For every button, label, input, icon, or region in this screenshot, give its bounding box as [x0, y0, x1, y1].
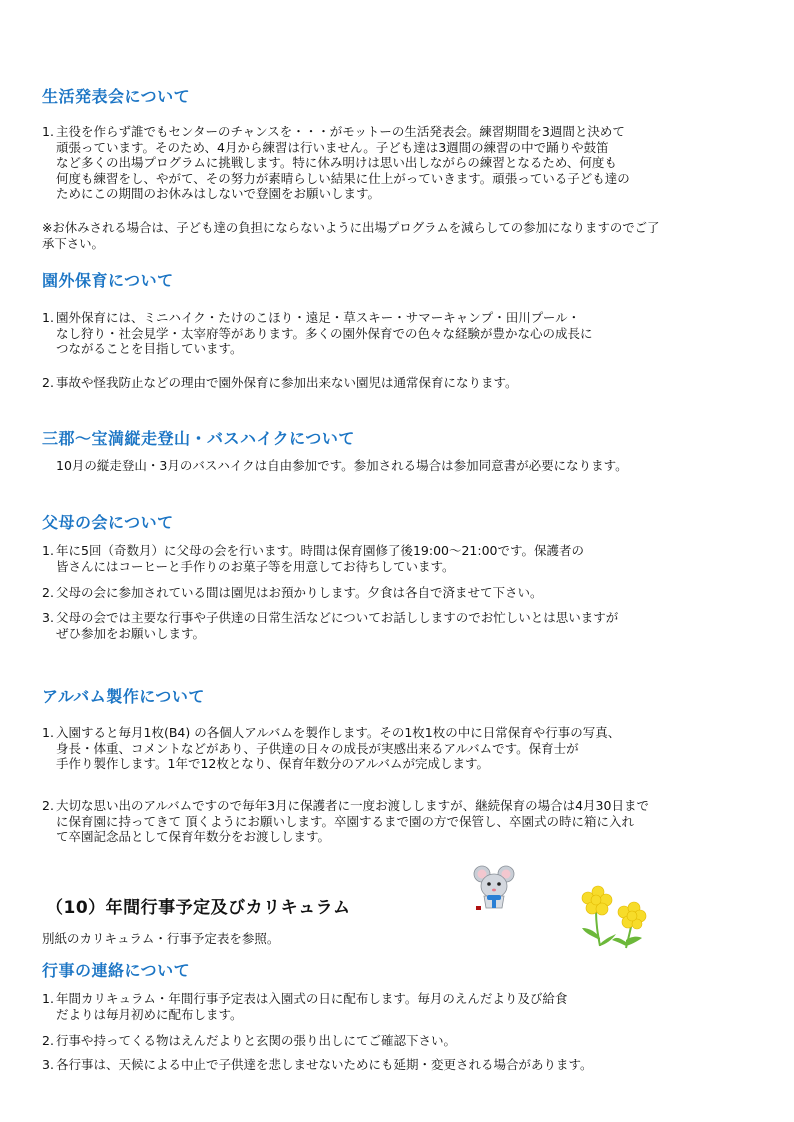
- item-number: 2.: [42, 375, 54, 390]
- album-item-1: [42, 725, 620, 772]
- item-number: 1.: [42, 991, 54, 1006]
- item-line: て卒園記念品として保育年数分をお渡しします。: [56, 829, 331, 844]
- item-line: 事故や怪我防止などの理由で園外保育に参加出来ない園児は通常保育になります。: [56, 375, 518, 390]
- item-line: 入園すると毎月1枚(B4) の各個人アルバムを製作します。その1枚1枚の中に日常保育や行事の写真、: [56, 725, 621, 740]
- renraku-item-2: [42, 1033, 456, 1049]
- nenkan-text: 別紙のカリキュラム・行事予定表を参照。: [42, 931, 280, 946]
- flower-icon: [576, 880, 656, 952]
- note-line: ※お休みされる場合は、子ども達の負担にならないように出場プログラムを減らしての参加になりますのでご了: [42, 220, 660, 235]
- album-item-2: [42, 798, 649, 845]
- item-line: 手作り製作します。1年で12枚となり、保育年数分のアルバムが完成します。: [56, 756, 489, 771]
- heading-tozan: 三郡～宝満縦走登山・バスハイクについて: [42, 429, 355, 448]
- renraku-item-1: [42, 991, 567, 1022]
- note-line: 承下さい。: [42, 235, 104, 251]
- item-line: 身長・体重、コメントなどがあり、子供達の日々の成長が実感出来るアルバムです。保育士が: [56, 740, 579, 756]
- item-line: つながることを目指しています。: [56, 341, 243, 356]
- item-line: 園外保育には、ミニハイク・たけのこほり・遠足・草スキー・サマーキャンプ・田川プール・: [56, 310, 581, 325]
- item-line: 行事や持ってくる物はえんだよりと玄関の張り出しにてご確認下さい。: [56, 1033, 457, 1048]
- item-line: なし狩り・社会見学・太宰府等があります。多くの園外保育での色々な経験が豊かな心の成長に: [56, 325, 593, 341]
- item-line: 父母の会に参加されている間は園児はお預かりします。夕食は各自で済ませて下さい。: [56, 585, 543, 600]
- item-number: 3.: [42, 610, 54, 625]
- heading-nenkan: （10）年間行事予定及びカリキュラム: [46, 898, 351, 918]
- item-line: 何度も練習をし、やがて、その努力が素晴らしい結果に仕上がっていきます。頑張っている子ども達の: [56, 170, 630, 186]
- item-line: 頑張っています。そのため、4月から練習は行いません。子ども達は3週間の練習の中で踊りや鼓笛: [56, 139, 609, 155]
- item-number: 1.: [42, 124, 54, 139]
- seikatsu-item-1: [42, 124, 630, 202]
- item-line: ためにこの期間のお休みはしないで登園をお願いします。: [56, 186, 381, 201]
- fubo-item-1: [42, 543, 584, 574]
- item-number: 3.: [42, 1057, 54, 1072]
- item-number: 1.: [42, 543, 54, 558]
- item-line: 各行事は、天候による中止で子供達を悲しませないためにも延期・変更される場合があります。: [56, 1057, 593, 1072]
- item-line: ぜひ参加をお願いします。: [56, 625, 206, 641]
- item-number: 2.: [42, 798, 54, 813]
- item-line: 年に5回（奇数月）に父母の会を行います。時間は保育園修了後19:00～21:00です。保護者の: [56, 543, 585, 558]
- tozan-text: 10月の縦走登山・3月のバスハイクは自由参加です。参加される場合は参加同意書が必要になります。: [56, 458, 628, 473]
- renraku-item-3: [42, 1057, 593, 1073]
- item-line: に保育園に持ってきて 頂くようにお願いします。卒園するまで園の方で保管し、卒園式の時に箱に入れ: [56, 813, 634, 829]
- item-number: 2.: [42, 1033, 54, 1048]
- item-line: 主役を作らず誰でもセンターのチャンスを・・・がモットーの生活発表会。練習期間を3週間と決めて: [56, 124, 625, 139]
- item-line: 父母の会では主要な行事や子供達の日常生活などについてお話ししますのでお忙しいとは思いますが: [56, 610, 619, 625]
- heading-album: アルバム製作について: [42, 687, 205, 706]
- heading-fubo: 父母の会について: [42, 513, 174, 532]
- heading-renraku: 行事の連絡について: [42, 961, 191, 980]
- seikatsu-note: [42, 220, 659, 251]
- heading-seikatsu: 生活発表会について: [42, 87, 191, 106]
- item-line: など多くの出場プログラムに挑戦します。特に休み明けは思い出しながらの練習となるため、何度も: [56, 155, 617, 170]
- engai-item-2: [42, 375, 518, 391]
- item-number: 1.: [42, 310, 54, 325]
- fubo-item-3: [42, 610, 618, 641]
- item-line: 皆さんにはコーヒーと手作りのお菓子等を用意してお待ちしています。: [56, 558, 455, 574]
- engai-item-1: [42, 310, 593, 357]
- item-line: 年間カリキュラム・年間行事予定表は入園式の日に配布します。毎月のえんだより及び給食: [56, 991, 568, 1006]
- mouse-icon: [470, 862, 518, 912]
- item-line: 大切な思い出のアルバムですので毎年3月に保護者に一度お渡ししますが、継続保育の場合は4月30日まで: [56, 798, 649, 813]
- fubo-item-2: [42, 585, 543, 601]
- item-number: 2.: [42, 585, 54, 600]
- item-line: だよりは毎月初めに配布します。: [56, 1006, 243, 1022]
- heading-engai: 園外保育について: [42, 271, 174, 290]
- item-number: 1.: [42, 725, 54, 740]
